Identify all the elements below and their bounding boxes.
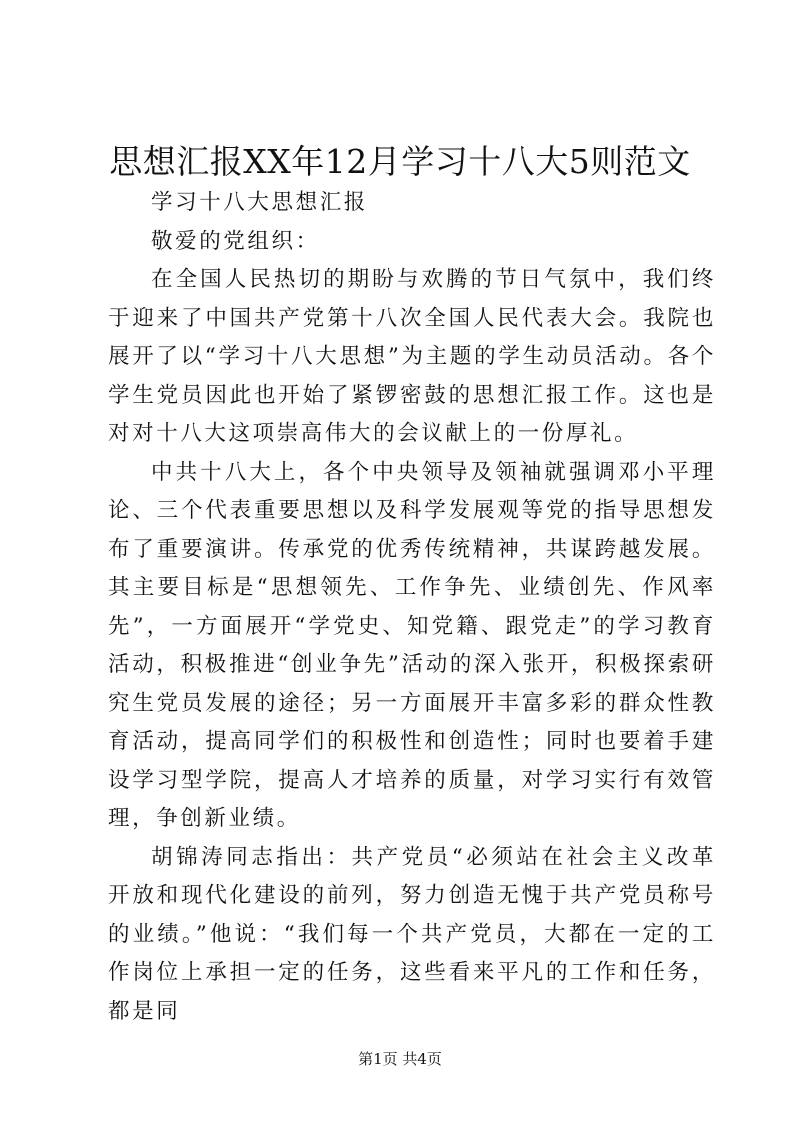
- document-title: 思想汇报XX年12月学习十八大5则范文: [109, 142, 691, 181]
- paragraph: 中共十八大上，各个中央领导及领袖就强调邓小平理论、三个代表重要思想以及科学发展观等党的指导思想发布了重要演讲。传承党的优秀传统精神，共谋跨越发展。其主要目标是“思想领先、工作争先、业绩创先、作风率先”，一方面展开“学党史、知党籍、跟党走”的学习教育活动，积极推进“创业争先”活动的深入张开，积极探索研究生党员发展的途径；另一方面展开丰富多彩的群众性教育活动，提高同学们的积极性和创造性；同时也要着手建设学习型学院，提高人才培养的质量，对学习实行有效管理，争创新业绩。: [108, 459, 716, 831]
- paragraph-salutation: 敬爱的党组织：: [151, 228, 320, 254]
- paragraph: 在全国人民热切的期盼与欢腾的节日气氛中，我们终于迎来了中国共产党第十八次全国人民代表大会。我院也展开了以“学习十八大思想”为主题的学生动员活动。各个学生党员因此也开始了紧锣密鼓的思想汇报工作。这也是对对十八大这项崇高伟大的会议献上的一份厚礼。: [108, 267, 716, 446]
- document-body: [108, 184, 716, 1031]
- paragraph-subtitle: 学习十八大思想汇报: [151, 190, 368, 215]
- page-number-footer: 第1页 共4页: [358, 1050, 442, 1068]
- paragraph: 胡锦涛同志指出：共产党员“必须站在社会主义改革开放和现代化建设的前列，努力创造无愧于共产党员称号的业绩。”他说：“我们每一个共产党员，大都在一定的工作岗位上承担一定的任务，这些看来平凡的工作和任务，都是同: [108, 844, 716, 1024]
